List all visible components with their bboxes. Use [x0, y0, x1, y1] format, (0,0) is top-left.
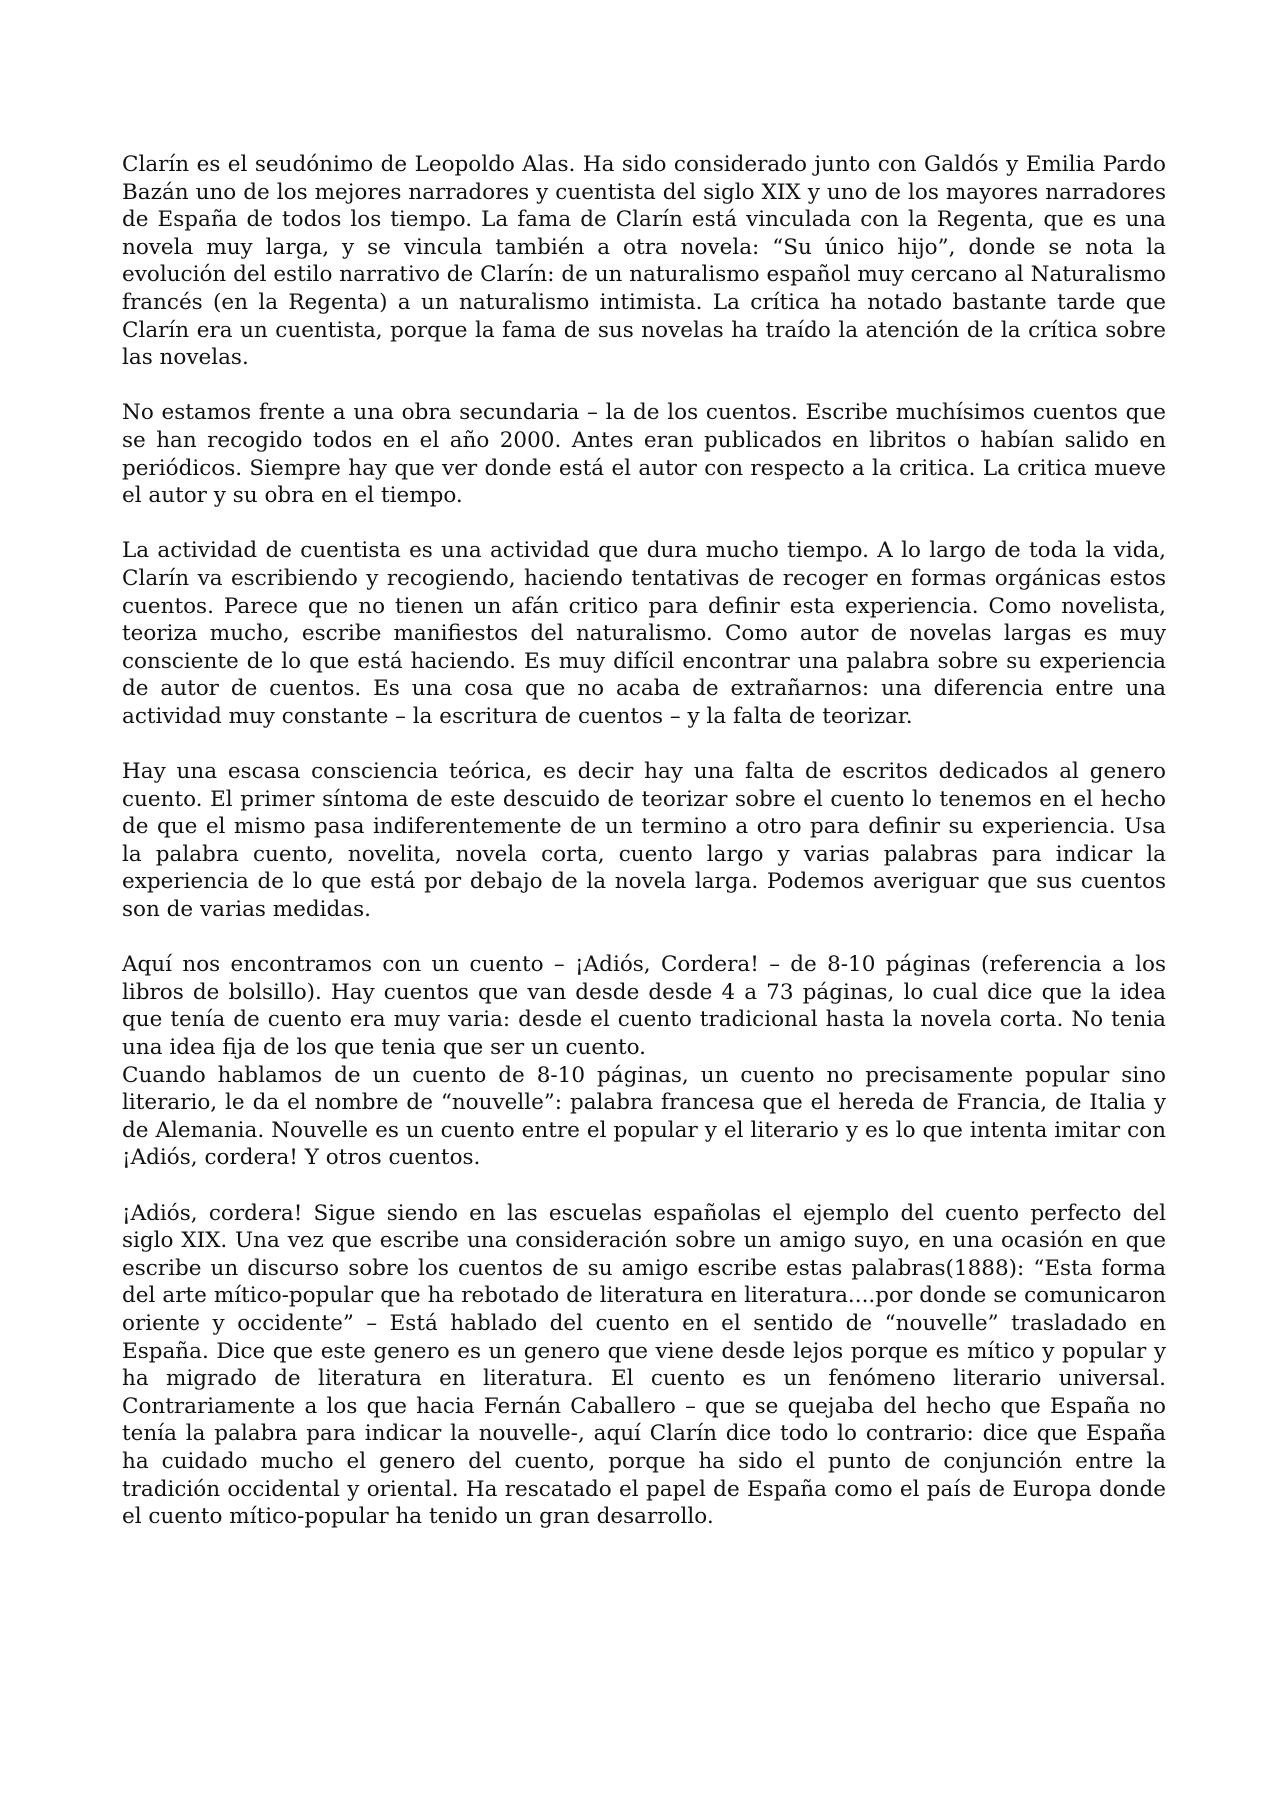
paragraph-adios-cordera: Aquí nos encontramos con un cuento – ¡Adiós, Cordera! – de 8-10 páginas (referencia a los libros de bolsillo). Hay cuentos que van desde desde 4 a 73 páginas, lo cual dice que la idea que tenía de cuento era muy varia: desde el cuento tradicional hasta la novela corta. No tenia una idea fija de los que tenia que ser un cuento.: [122, 952, 1166, 1060]
paragraph-nouvelle: Cuando hablamos de un cuento de 8-10 páginas, un cuento no precisamente popular sino literario, le da el nombre de “nouvelle”: palabra francesa que el hereda de Francia, de Italia y de Alemania. Nouvelle es un cuento entre el popular y el literario y es lo que intenta imitar con ¡Adiós, cordera! Y otros cuentos.: [122, 1062, 1166, 1171]
document-page: [122, 151, 1166, 1558]
paragraph-cuento-perfecto: ¡Adiós, cordera! Sigue siendo en las escuelas españolas el ejemplo del cuento perfecto del siglo XIX. Una vez que escribe una consideración sobre un amigo suyo, en una ocasión en que escribe un discurso sobre los cuentos de su amigo escribe estas palabras(1888): “Esta forma del arte mítico-popular que ha rebotado de literatura en literatura....por donde se comunicaron oriente y occidente” – Está hablado del cuento en el sentido de “nouvelle” trasladado en España. Dice que este genero es un genero que viene desde lejos porque es mítico y popular y ha migrado de literatura en literatura. El cuento es un fenómeno literario universal. Contrariamente a los que hacia Fernán Caballero – que se quejaba del hecho que España no tenía la palabra para indicar la nouvelle-, aquí Clarín dice todo lo contrario: dice que España ha cuidado mucho el genero del cuento, porque ha sido el punto de conjunción entre la tradición occidental y oriental. Ha rescatado el papel de España como el país de Europa donde el cuento mítico-popular ha tenido un gran desarrollo.: [122, 1200, 1166, 1530]
paragraph-obra-secundaria: No estamos frente a una obra secundaria – la de los cuentos. Escribe muchísimos cuentos que se han recogido todos en el año 2000. Antes eran publicados en libritos o habían salido en periódicos. Siempre hay que ver donde está el autor con respecto a la critica. La critica mueve el autor y su obra en el tiempo.: [122, 400, 1166, 509]
paragraph-actividad-cuentista: La actividad de cuentista es una actividad que dura mucho tiempo. A lo largo de toda la vida, Clarín va escribiendo y recogiendo, haciendo tentativas de recoger en formas orgánicas estos cuentos. Parece que no tienen un afán critico para definir esta experiencia. Como novelista, teoriza mucho, escribe manifiestos del naturalismo. Como autor de novelas largas es muy consciente de lo que está haciendo. Es muy difícil encontrar una palabra sobre su experiencia de autor de cuentos. Es una cosa que no acaba de extrañarnos: una diferencia entre una actividad muy constante – la escritura de cuentos – y la falta de teorizar.: [122, 538, 1166, 729]
paragraph-consciencia-teorica: Hay una escasa consciencia teórica, es decir hay una falta de escritos dedicados al genero cuento. El primer síntoma de este descuido de teorizar sobre el cuento lo tenemos en el hecho de que el mismo pasa indiferentemente de un termino a otro para definir su experiencia. Usa la palabra cuento, novelita, novela corta, cuento largo y varias palabras para indicar la experiencia de lo que está por debajo de la novela larga. Podemos averiguar que sus cuentos son de varias medidas.: [122, 759, 1166, 923]
paragraph-clarin-intro: Clarín es el seudónimo de Leopoldo Alas. Ha sido considerado junto con Galdós y Emilia Pardo Bazán uno de los mejores narradores y cuentista del siglo XIX y uno de los mayores narradores de España de todos los tiempo. La fama de Clarín está vinculada con la Regenta, que es una novela muy larga, y se vincula también a otra novela: “Su único hijo”, donde se nota la evolución del estilo narrativo de Clarín: de un naturalismo español muy cercano al Naturalismo francés (en la Regenta) a un naturalismo intimista. La crítica ha notado bastante tarde que Clarín era un cuentista, porque la fama de sus novelas ha traído la atención de la crítica sobre las novelas.: [122, 152, 1166, 371]
